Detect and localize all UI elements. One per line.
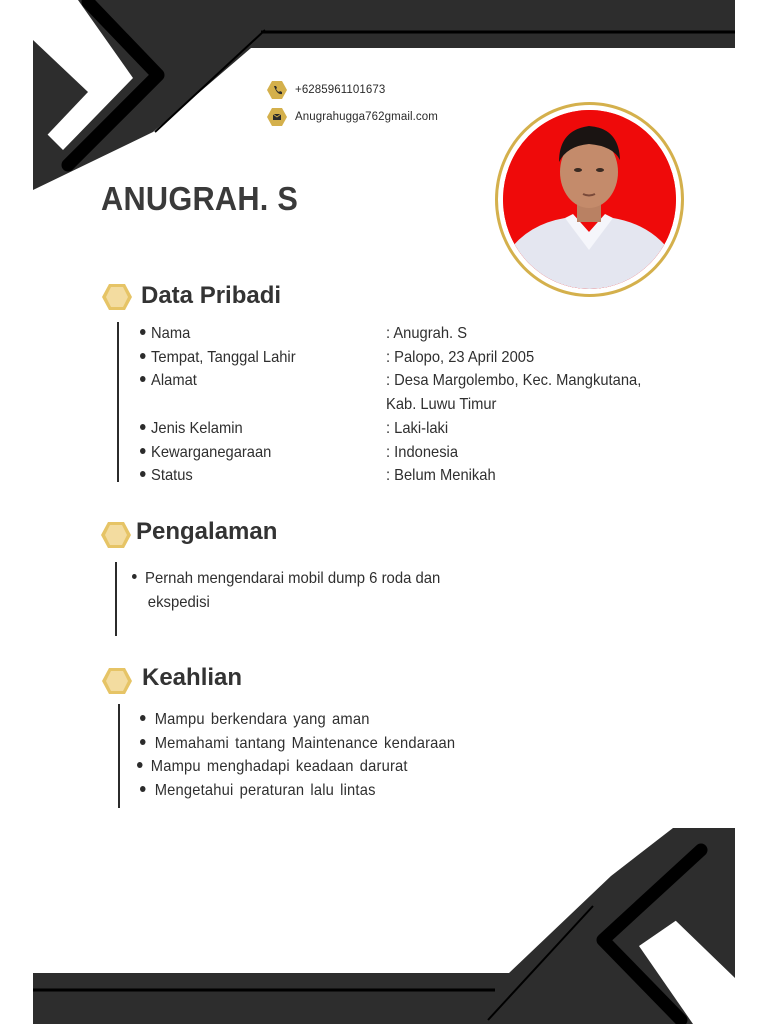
personal-value: : Desa Margolembo, Kec. Mangkutana, (386, 372, 642, 389)
hexagon-icon (101, 666, 133, 696)
contact-phone (266, 80, 385, 100)
personal-label: Jenis Kelamin (140, 420, 243, 438)
skill-item: Mengetahui peraturan lalu lintas (140, 782, 376, 800)
personal-label: Status (140, 467, 193, 485)
experience-divider (115, 562, 117, 636)
bottom-decoration (33, 828, 735, 1024)
personal-label: Tempat, Tanggal Lahir (140, 349, 296, 367)
personal-value: : Laki-laki (386, 420, 449, 437)
mail-icon (266, 107, 288, 127)
experience-item: Pernah mengendarai mobil dump 6 roda dan ekspedisi (132, 567, 440, 615)
personal-value: : Indonesia (386, 444, 459, 461)
personal-label: Alamat (140, 372, 197, 390)
personal-value: : Anugrah. S (386, 325, 468, 342)
cv-page (33, 0, 735, 1024)
section-title-experience: Pengalaman (136, 518, 278, 545)
hexagon-icon (100, 520, 132, 550)
phone-number: +6285961101673 (295, 84, 386, 96)
skills-divider (118, 704, 120, 808)
profile-photo (503, 110, 676, 289)
skill-item: Mampu berkendara yang aman (140, 711, 370, 729)
personal-label: Kewarganegaraan (140, 444, 271, 462)
phone-icon (266, 80, 288, 100)
skill-item: Mampu menghadapi keadaan darurat (137, 758, 408, 776)
contact-email (266, 107, 438, 127)
section-title-skills: Keahlian (142, 664, 243, 691)
person-name: ANUGRAH. S (101, 180, 299, 217)
section-title-personal: Data Pribadi (141, 282, 282, 309)
personal-label: Nama (140, 325, 190, 343)
personal-divider (117, 322, 119, 482)
personal-value: : Belum Menikah (386, 467, 496, 484)
personal-value-continued: Kab. Luwu Timur (386, 396, 497, 413)
personal-value: : Palopo, 23 April 2005 (386, 349, 535, 366)
skill-item: Memahami tantang Maintenance kendaraan (140, 735, 455, 753)
hexagon-icon (101, 282, 133, 312)
email-address: Anugrahugga762gmail.com (295, 111, 438, 123)
profile-photo-frame (495, 102, 684, 297)
